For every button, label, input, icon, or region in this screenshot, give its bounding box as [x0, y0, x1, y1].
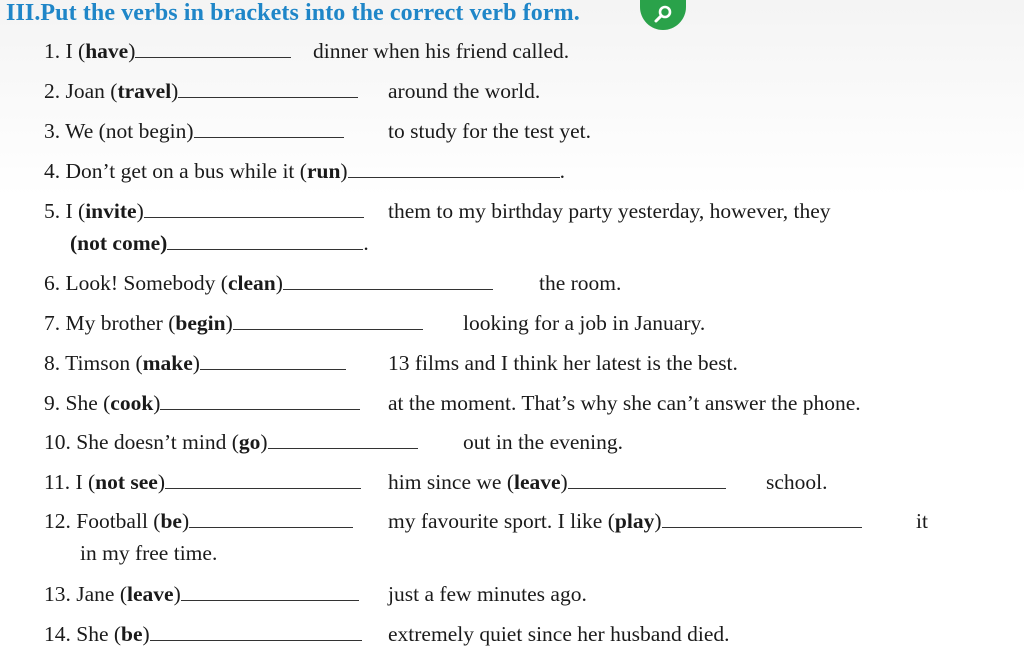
item-number: 11. [44, 470, 71, 494]
item-number: 2. [44, 79, 61, 103]
exercise-item-12: 12. Football (be) my favourite sport. I like (play) it [44, 509, 928, 533]
item-number: 12. [44, 509, 71, 533]
answer-blank[interactable] [189, 509, 353, 528]
answer-blank[interactable] [181, 582, 359, 601]
exercise-item-2: 2. Joan (travel) around the world. [44, 79, 541, 103]
exercise-item-6: 6. Look! Somebody (clean) the room. [44, 271, 622, 295]
item-number: 9. [44, 391, 61, 415]
exercise-item-12-continuation: in my free time. [80, 541, 218, 565]
item-number: 13. [44, 582, 71, 606]
answer-blank[interactable] [200, 351, 346, 370]
answer-blank[interactable] [135, 39, 291, 58]
exercise-item-13: 13. Jane (leave) just a few minutes ago. [44, 582, 587, 606]
answer-blank[interactable] [144, 199, 364, 218]
item-number: 10. [44, 430, 71, 454]
exercise-item-5-continuation: (not come) . [70, 231, 369, 255]
exercise-item-4: 4. Don’t get on a bus while it (run) . [44, 159, 565, 183]
exercise-item-10: 10. She doesn’t mind (go) out in the evening. [44, 430, 624, 454]
exercise-item-11: 11. I (not see) him since we (leave) school. [44, 470, 828, 494]
answer-blank[interactable] [568, 470, 726, 489]
item-number: 3. [44, 119, 61, 143]
exercise-item-8: 8. Timson (make) 13 films and I think her latest is the best. [44, 351, 738, 375]
item-number: 8. [44, 351, 61, 375]
exercise-item-14: 14. She (be) extremely quiet since her husband died. [44, 622, 730, 646]
magnifier-icon [652, 4, 674, 26]
exercise-item-7: 7. My brother (begin) looking for a job in January. [44, 311, 706, 335]
answer-blank[interactable] [268, 430, 418, 449]
answer-blank[interactable] [167, 231, 363, 250]
magnifier-badge[interactable] [640, 0, 686, 30]
answer-blank[interactable] [160, 391, 360, 410]
exercise-heading: III.Put the verbs in brackets into the correct verb form. [6, 0, 580, 26]
exercise-item-1: 1. I (have) dinner when his friend called. [44, 39, 570, 63]
answer-blank[interactable] [233, 311, 423, 330]
item-number: 1. [44, 39, 61, 63]
answer-blank[interactable] [662, 509, 862, 528]
answer-blank[interactable] [283, 271, 493, 290]
exercise-item-5: 5. I (invite) them to my birthday party yesterday, however, they [44, 199, 831, 223]
answer-blank[interactable] [348, 159, 560, 178]
answer-blank[interactable] [178, 79, 358, 98]
answer-blank[interactable] [150, 622, 362, 641]
exercise-item-9: 9. She (cook) at the moment. That’s why she can’t answer the phone. [44, 391, 861, 415]
item-number: 6. [44, 271, 61, 295]
item-number: 5. [44, 199, 61, 223]
item-number: 4. [44, 159, 61, 183]
answer-blank[interactable] [165, 470, 361, 489]
answer-blank[interactable] [194, 119, 344, 138]
exercise-item-3: 3. We (not begin) to study for the test yet. [44, 119, 592, 143]
item-number: 14. [44, 622, 71, 646]
item-number: 7. [44, 311, 61, 335]
